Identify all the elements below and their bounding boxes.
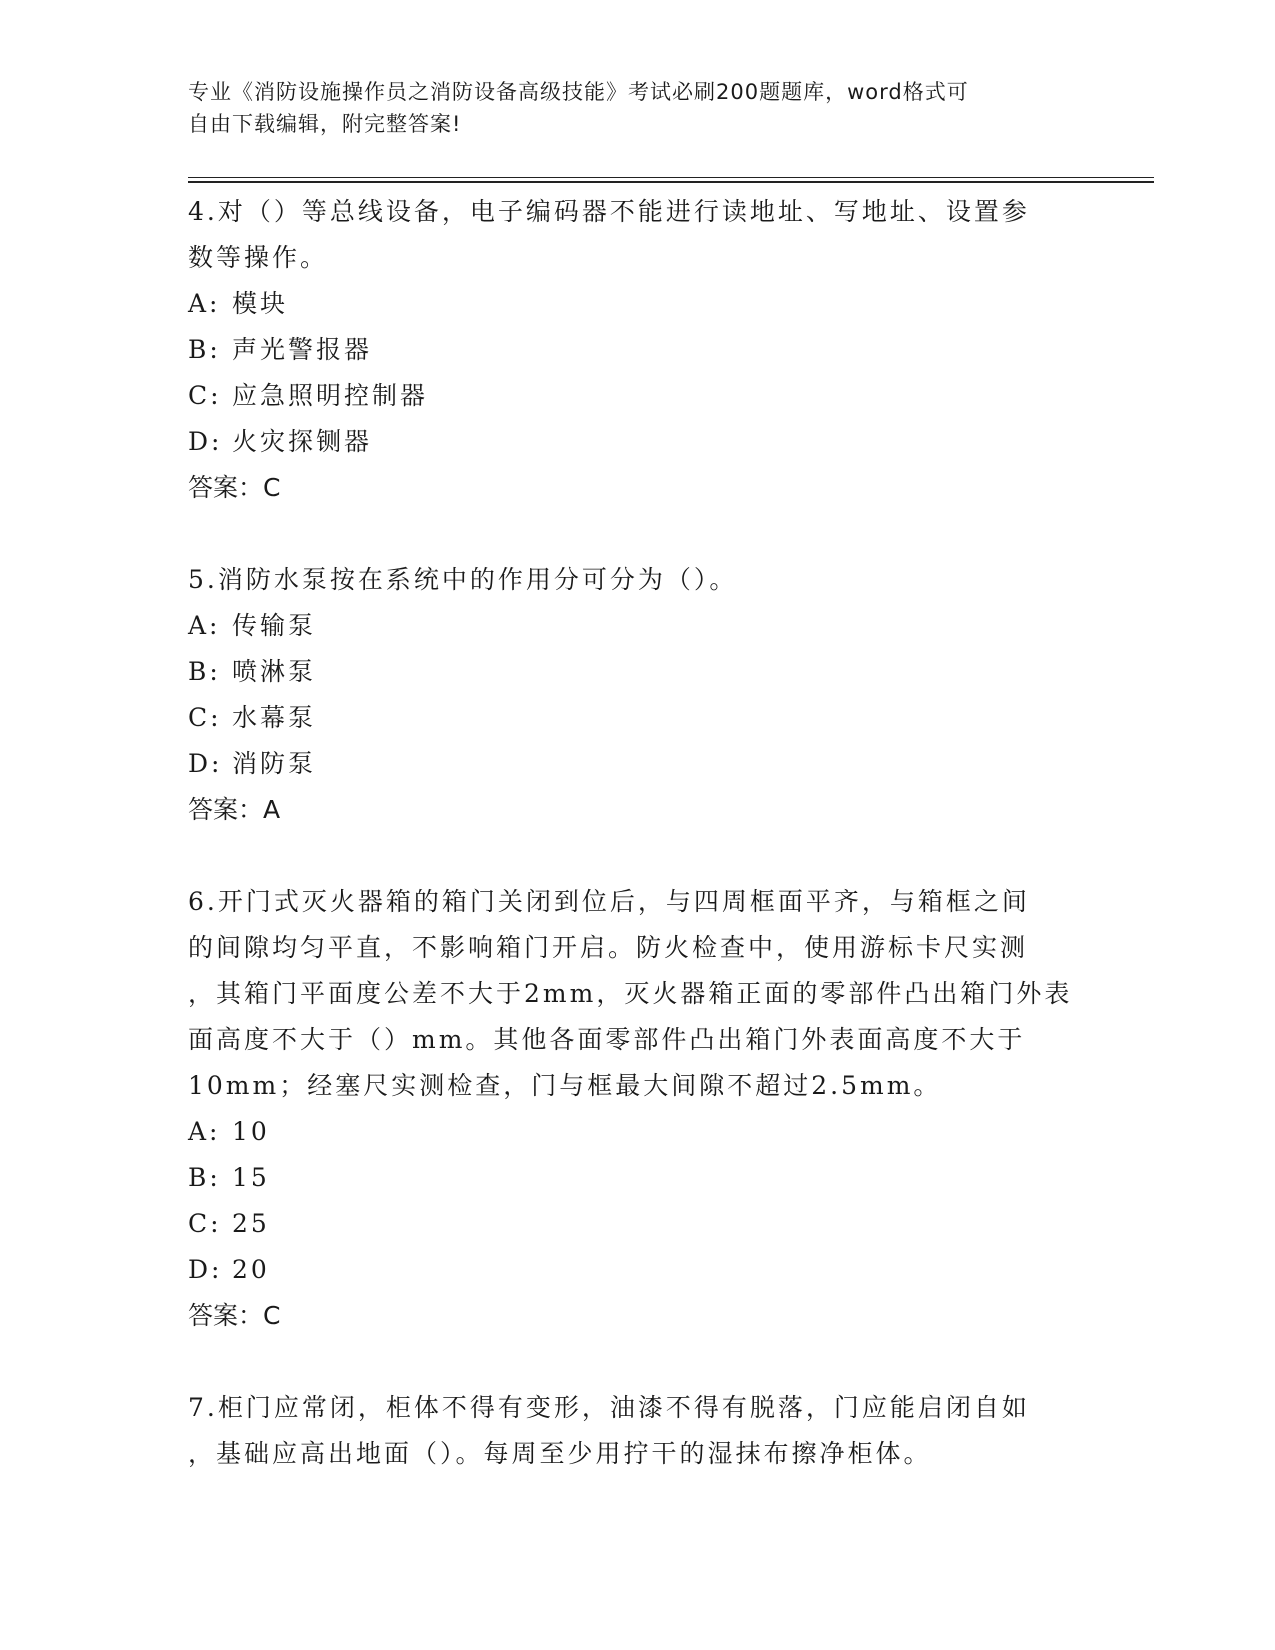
question-stem-line: 面高度不大于（）mm。其他各面零部件凸出箱门外表面高度不大于 — [188, 1025, 1026, 1054]
question-stem-line: ，其箱门平面度公差不大于2mm，灭火器箱正面的零部件凸出箱门外表 — [188, 979, 1073, 1008]
option-letter: C: — [188, 381, 222, 410]
option-text: 火灾探铡器 — [232, 427, 373, 456]
option-text: 喷淋泵 — [232, 657, 317, 686]
question-stem-line: 10mm；经塞尺实测检查，门与框最大间隙不超过2.5mm。 — [188, 1071, 942, 1100]
option-a — [188, 1109, 1088, 1155]
option-b — [188, 327, 1088, 373]
option-letter: D: — [188, 1255, 223, 1284]
option-letter: C: — [188, 1209, 222, 1238]
option-letter: A: — [188, 1117, 221, 1146]
option-letter: D: — [188, 749, 223, 778]
question-stem-line: ，基础应高出地面（）。每周至少用拧干的湿抹布擦净柜体。 — [188, 1439, 932, 1468]
answer-line: 答案：A — [188, 795, 281, 824]
option-c — [188, 1201, 1088, 1247]
option-letter: C: — [188, 703, 222, 732]
question-stem-line: 6.开门式灭火器箱的箱门关闭到位后，与四周框面平齐，与箱框之间 — [188, 887, 1030, 916]
question-stem-line: 7.柜门应常闭，柜体不得有变形，油漆不得有脱落，门应能启闭自如 — [188, 1393, 1030, 1422]
header-line-2: 自由下载编辑，附完整答案! — [188, 112, 462, 136]
question-4 — [188, 189, 1088, 511]
option-c — [188, 373, 1088, 419]
header-line-1: 专业《消防设施操作员之消防设备高级技能》考试必刷200题题库，word格式可 — [188, 80, 969, 104]
option-text: 20 — [232, 1255, 270, 1284]
option-letter: B: — [188, 335, 221, 364]
option-d — [188, 741, 1088, 787]
option-text: 15 — [232, 1163, 270, 1192]
option-text: 25 — [232, 1209, 270, 1238]
question-stem-line: 5.消防水泵按在系统中的作用分可分为（）。 — [188, 565, 738, 594]
option-d — [188, 1247, 1088, 1293]
option-d — [188, 419, 1088, 465]
option-letter: D: — [188, 427, 223, 456]
option-text: 模块 — [232, 289, 289, 318]
answer-line: 答案：C — [188, 473, 281, 502]
option-letter: A: — [188, 289, 221, 318]
header-divider-thin — [188, 177, 1154, 178]
option-letter: B: — [188, 1163, 221, 1192]
option-a — [188, 281, 1088, 327]
answer-line: 答案：C — [188, 1301, 281, 1330]
question-stem-line: 4.对（）等总线设备，电子编码器不能进行读地址、写地址、设置参 — [188, 197, 1030, 226]
option-text: 消防泵 — [232, 749, 317, 778]
option-b — [188, 649, 1088, 695]
question-list — [188, 189, 1088, 1477]
question-6 — [188, 879, 1088, 1339]
document-header — [188, 76, 1088, 140]
option-text: 10 — [232, 1117, 270, 1146]
option-text: 应急照明控制器 — [232, 381, 429, 410]
option-text: 传输泵 — [232, 611, 317, 640]
question-7 — [188, 1385, 1088, 1477]
question-stem-line: 数等操作。 — [188, 243, 329, 272]
option-b — [188, 1155, 1088, 1201]
option-letter: B: — [188, 657, 221, 686]
option-text: 水幕泵 — [232, 703, 317, 732]
option-text: 声光警报器 — [232, 335, 373, 364]
question-stem-line: 的间隙均匀平直，不影响箱门开启。防火检查中，使用游标卡尺实测 — [188, 933, 1029, 962]
option-letter: A: — [188, 611, 221, 640]
option-c — [188, 695, 1088, 741]
header-divider-thick — [188, 181, 1154, 183]
option-a — [188, 603, 1088, 649]
question-5 — [188, 557, 1088, 833]
